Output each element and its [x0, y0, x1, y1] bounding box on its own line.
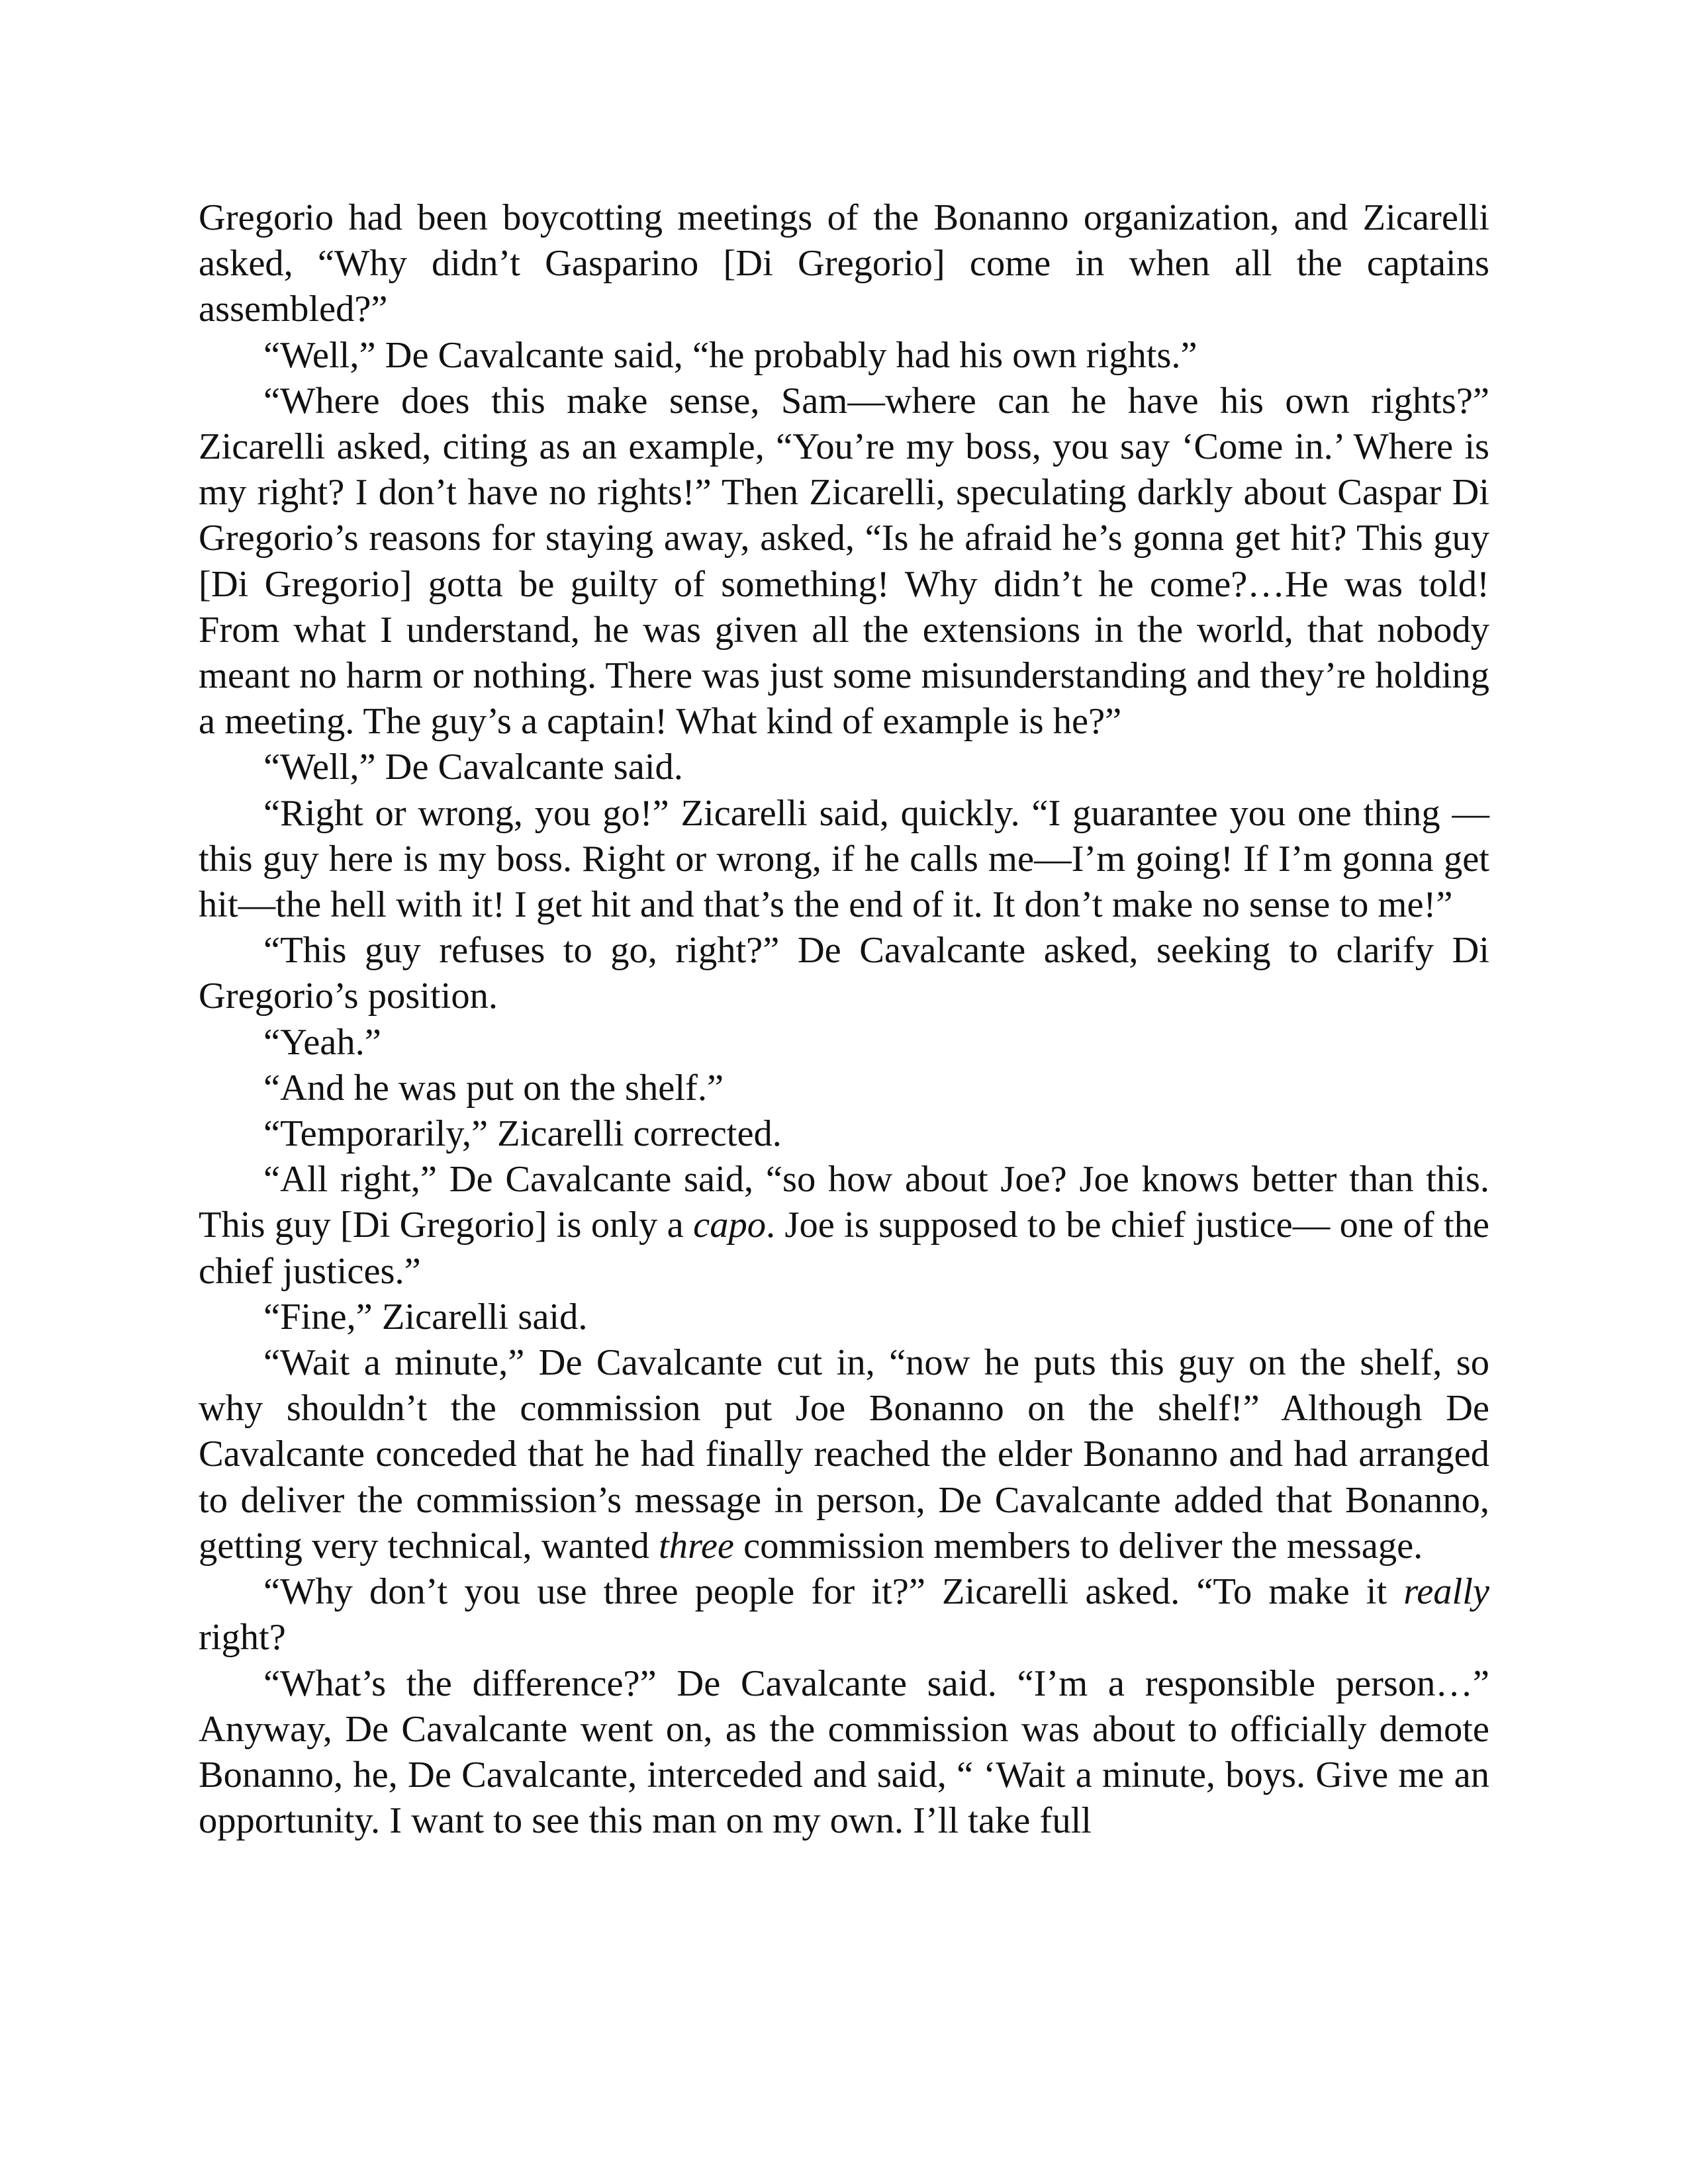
body-paragraph [199, 1020, 1489, 1066]
text-run: “Well,” De Cavalcante said. [263, 747, 683, 788]
italic-text: three [659, 1525, 734, 1567]
text-run: “And he was put on the shelf.” [263, 1067, 724, 1109]
text-run: “Right or wrong, you go!” Zicarelli said, quickly. “I guarantee you one thing —this guy here is my boss. Right or wrong, if he calls me—I’m going! If I’m gonna get hit—the hell with it! I get hit and that’s the end of it. It don’t make no sense to me!” [199, 792, 1489, 926]
text-run: . Joe is supposed to be chief justice— one of the chief justices.” [199, 1205, 1489, 1292]
body-paragraph [199, 1295, 1489, 1340]
text-run: “Temporarily,” Zicarelli corrected. [263, 1113, 782, 1155]
body-paragraph [199, 791, 1489, 929]
text-run: “Why don’t you use three people for it?” Zicarelli asked. “To make it [263, 1571, 1404, 1613]
text-run: “Well,” De Cavalcante said, “he probably had his own rights.” [263, 334, 1197, 376]
body-paragraph [199, 1111, 1489, 1157]
text-run: “Yeah.” [263, 1021, 381, 1063]
document-page [199, 195, 1489, 1844]
body-paragraph [199, 333, 1489, 379]
text-run: “This guy refuses to go, right?” De Cavalcante asked, seeking to clarify Di Gregorio’s position. [199, 930, 1489, 1017]
italic-text: really [1403, 1571, 1489, 1613]
text-run: “All right,” De Cavalcante said, “so how about Joe? Joe knows better than this. This guy [Di Gregorio] is only a [199, 1159, 1489, 1246]
italic-text: capo [693, 1205, 766, 1246]
body-paragraph [199, 1066, 1489, 1111]
body-paragraph [199, 1569, 1489, 1661]
body-paragraph [199, 379, 1489, 745]
text-run: “Fine,” Zicarelli said. [263, 1296, 588, 1338]
body-paragraph [199, 1157, 1489, 1295]
text-run: right? [199, 1617, 286, 1659]
text-run: “Wait a minute,” De Cavalcante cut in, “now he puts this guy on the shelf, so why shouldn’t the commission put Joe Bonanno on the shelf!” Although De Cavalcante conceded that he had finally reached the elder Bonanno and had arranged to deliver the commission’s message in person, De Cavalcante added that Bonanno, getting very technical, wanted [199, 1342, 1489, 1567]
body-paragraph [199, 928, 1489, 1019]
text-run: Gregorio had been boycotting meetings of the Bonanno organization, and Zicarelli asked, “Why didn’t Gasparino [Di Gregorio] come in when all the captains assembled?” [199, 197, 1489, 330]
body-paragraph [199, 745, 1489, 790]
body-paragraph [199, 1340, 1489, 1569]
text-run: “Where does this make sense, Sam—where can he have his own rights?” Zicarelli asked, citing as an example, “You’re my boss, you say ‘Come in.’ Where is my right? I don’t have no rights!” Then Zicarelli, speculating darkly about Caspar Di Gregorio’s reasons for staying away, asked, “Is he afraid he’s gonna get hit? This guy [Di Gregorio] gotta be guilty of something! Why didn’t he come?…He was told! From what I understand, he was given all the extensions in the world, that nobody meant no harm or nothing. There was just some misunderstanding and they’re holding a meeting. The guy’s a captain! What kind of example is he?” [199, 380, 1489, 743]
body-paragraph [199, 1661, 1489, 1844]
body-paragraph [199, 195, 1489, 333]
text-run: “What’s the difference?” De Cavalcante said. “I’m a responsible person…” Anyway, De Cavalcante went on, as the commission was about to officially demote Bonanno, he, De Cavalcante, interceded and said, “ ‘Wait a minute, boys. Give me an opportunity. I want to see this man on my own. I’ll take full [199, 1662, 1489, 1842]
text-run: commission members to deliver the message. [734, 1525, 1423, 1567]
